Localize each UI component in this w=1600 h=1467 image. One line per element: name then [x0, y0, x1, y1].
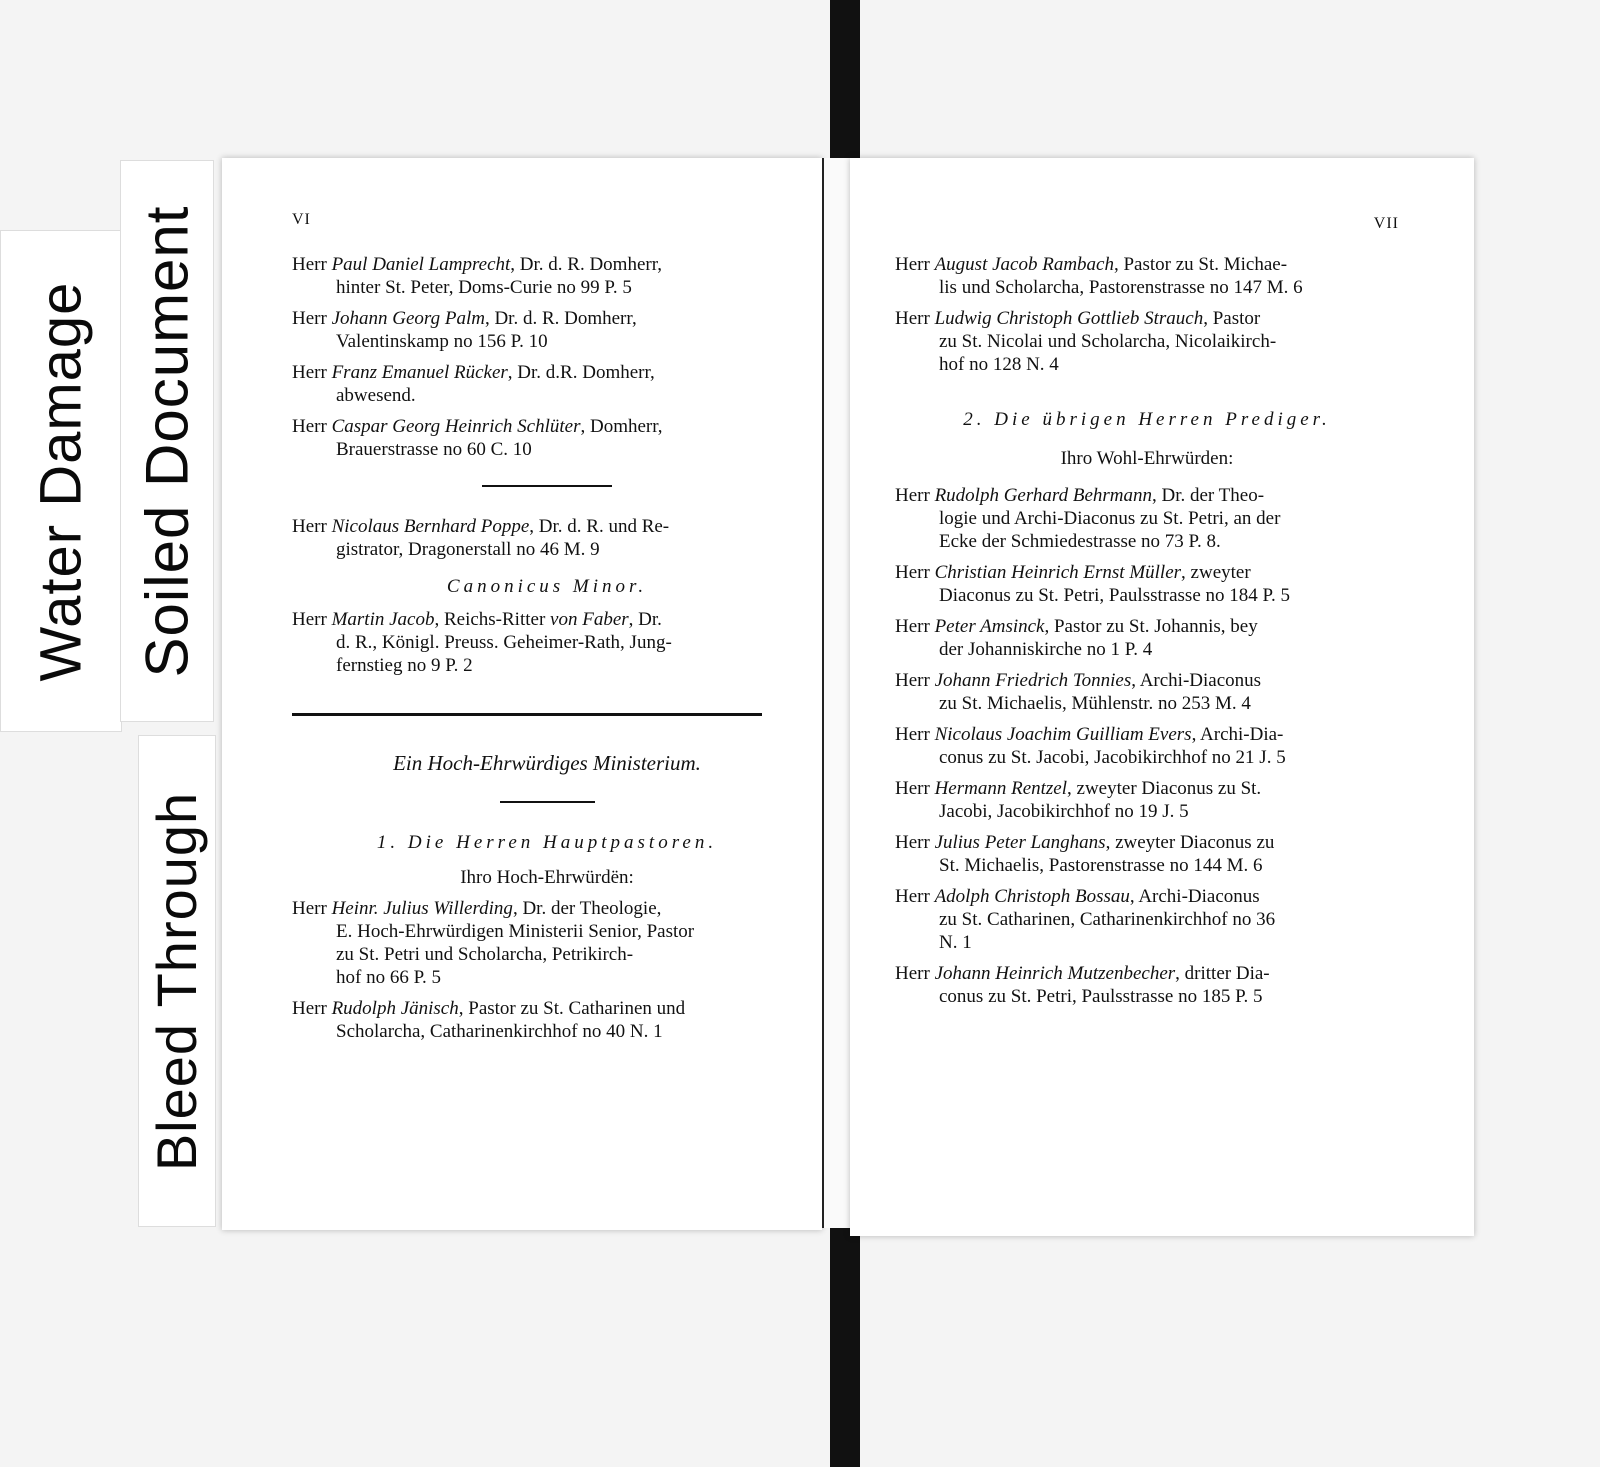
entry-line3: zu St. Petri und Scholarcha, Petrikirch- — [336, 944, 634, 965]
entry-line2: der Johanniskirche no 1 P. 4 — [939, 639, 1153, 660]
entry-herr: Herr — [292, 416, 327, 437]
entry-name: Rudolph Jänisch — [331, 998, 459, 1019]
entry-name: Adolph Christoph Bossau — [934, 886, 1130, 907]
entry-herr: Herr — [895, 724, 930, 745]
entry-herr: Herr — [895, 308, 930, 329]
entry-herr: Herr — [895, 616, 930, 637]
entry-line1: , Pastor zu St. Johannis, bey — [1044, 616, 1258, 637]
entry — [895, 307, 1399, 376]
entry — [895, 962, 1399, 1008]
entry-line1: , dritter Dia- — [1175, 963, 1270, 984]
entry-line2: Diaconus zu St. Petri, Paulsstrasse no 184 P. 5 — [939, 585, 1290, 606]
entry-name: Julius Peter Langhans — [934, 832, 1106, 853]
entry — [292, 307, 802, 353]
entry-herr: Herr — [895, 886, 930, 907]
entry-line1: , Archi-Diaconus — [1131, 670, 1262, 691]
entry-line2: Scholarcha, Catharinenkirchhof no 40 N. 1 — [336, 1021, 663, 1042]
entry-herr: Herr — [292, 898, 327, 919]
entry — [895, 723, 1399, 769]
entry — [895, 831, 1399, 877]
entry-line2: zu St. Michaelis, Mühlenstr. no 253 M. 4 — [939, 693, 1251, 714]
entry-name: Johann Georg Palm — [331, 308, 485, 329]
divider — [500, 801, 595, 803]
left-page-content — [292, 208, 802, 1051]
entry-line3: fernstieg no 9 P. 2 — [336, 655, 473, 676]
entry-line1: , Dr. d.R. Domherr, — [507, 362, 655, 383]
entry-name: Johann Heinrich Mutzenbecher — [934, 963, 1176, 984]
entry-herr: Herr — [292, 254, 327, 275]
entry-line1: , Dr. d. R. Domherr, — [484, 308, 637, 329]
entry-name: Rudolph Gerhard Behrmann — [934, 485, 1152, 506]
entry — [292, 415, 802, 461]
entry — [292, 897, 802, 989]
entry-name: Nicolaus Bernhard Poppe — [331, 516, 530, 537]
entry-line4: hof no 66 P. 5 — [336, 967, 442, 988]
entry — [292, 608, 802, 677]
entry-line1: , Domherr, — [580, 416, 663, 437]
entry-name: Caspar Georg Heinrich Schlüter — [331, 416, 581, 437]
entry — [292, 253, 802, 299]
entry-line3: hof no 128 N. 4 — [939, 354, 1059, 375]
section-2-heading: 2. Die übrigen Herren Prediger. — [963, 409, 1331, 430]
soiled-document-label: Soiled Document — [133, 205, 201, 677]
entry-line1: , zweyter — [1181, 562, 1251, 583]
entry-herr: Herr — [895, 778, 930, 799]
entry-line2: abwesend. — [336, 385, 416, 406]
entry-line2: gistrator, Dragonerstall no 46 M. 9 — [336, 539, 600, 560]
entry-line2: conus zu St. Jacobi, Jacobikirchhof no 21 J. 5 — [939, 747, 1286, 768]
entry — [292, 361, 802, 407]
entry — [895, 615, 1399, 661]
address-line-1: Ihro Hoch-Ehrwürdën: — [460, 867, 634, 888]
entry-line1: , Dr. — [628, 609, 662, 630]
entry-name: Franz Emanuel Rücker — [331, 362, 508, 383]
entry-line1: , Dr. d. R. Domherr, — [510, 254, 663, 275]
page-number-right: VII — [1373, 215, 1399, 232]
entry-name: Heinr. Julius Willerding — [331, 898, 513, 919]
entry-line1: , Dr. d. R. und Re- — [529, 516, 670, 537]
entry-name: Peter Amsinck — [934, 616, 1045, 637]
entry-line2: Valentinskamp no 156 P. 10 — [336, 331, 548, 352]
soiled-document-stamp — [120, 160, 214, 722]
entry-line2: Brauerstrasse no 60 C. 10 — [336, 439, 532, 460]
water-damage-label: Water Damage — [28, 281, 94, 681]
entry-line1: , Pastor zu St. Catharinen und — [458, 998, 686, 1019]
ministerium-heading: Ein Hoch-Ehrwürdiges Ministerium. — [393, 751, 701, 775]
entry-line2: Jacobi, Jacobikirchhof no 19 J. 5 — [939, 801, 1189, 822]
entry-herr: Herr — [895, 485, 930, 506]
entry-line1: , Dr. der Theologie, — [512, 898, 662, 919]
right-page-content — [895, 212, 1399, 1016]
entry — [895, 561, 1399, 607]
entry-herr: Herr — [895, 562, 930, 583]
entry-line3: Ecke der Schmiedestrasse no 73 P. 8. — [939, 531, 1221, 552]
entry-line2: logie und Archi-Diaconus zu St. Petri, an der — [939, 508, 1281, 529]
entry-name: Johann Friedrich Tonnies — [934, 670, 1132, 691]
entry-herr: Herr — [292, 516, 327, 537]
entry-name: Christian Heinrich Ernst Müller — [934, 562, 1182, 583]
canonicus-heading: Canonicus Minor. — [446, 576, 648, 597]
entry-line1: , Pastor zu St. Michae- — [1113, 254, 1288, 275]
entry-line2: St. Michaelis, Pastorenstrasse no 144 M. 6 — [939, 855, 1263, 876]
entry-herr: Herr — [292, 998, 327, 1019]
entry — [895, 885, 1399, 954]
entry-line1: , Pastor — [1203, 308, 1261, 329]
entry-herr: Herr — [895, 832, 930, 853]
divider — [482, 485, 612, 487]
entry-line2: zu St. Catharinen, Catharinenkirchhof no 36 — [939, 909, 1276, 930]
entry-herr: Herr — [292, 609, 327, 630]
entry-line2: hinter St. Peter, Doms-Curie no 99 P. 5 — [336, 277, 632, 298]
water-damage-stamp — [0, 230, 122, 732]
entry-line2: lis und Scholarcha, Pastorenstrasse no 147 M. 6 — [939, 277, 1303, 298]
entry-herr: Herr — [292, 308, 327, 329]
entry — [895, 669, 1399, 715]
entry — [895, 777, 1399, 823]
entry-line1-mid: , Reichs-Ritter — [434, 609, 551, 630]
entry — [895, 484, 1399, 553]
entry-name: Paul Daniel Lamprecht — [331, 254, 511, 275]
entry-line1: , Archi-Diaconus — [1129, 886, 1260, 907]
entry-herr: Herr — [292, 362, 327, 383]
entry-name: August Jacob Rambach — [934, 254, 1114, 275]
entry-line3: N. 1 — [939, 932, 972, 953]
entry — [292, 515, 802, 561]
entry-line1: , zweyter Diaconus zu St. — [1067, 778, 1262, 799]
entry-name: Nicolaus Joachim Guilliam Evers — [934, 724, 1192, 745]
entry-name-2: von Faber — [550, 609, 629, 630]
entry-name: Ludwig Christoph Gottlieb Strauch — [934, 308, 1204, 329]
entry-line2: conus zu St. Petri, Paulsstrasse no 185 P. 5 — [939, 986, 1263, 1007]
entry-line1: , zweyter Diaconus zu — [1105, 832, 1275, 853]
entry-name: Hermann Rentzel — [934, 778, 1068, 799]
entry-name: Martin Jacob — [331, 609, 435, 630]
entry-line1: , Dr. der Theo- — [1152, 485, 1265, 506]
section-1-heading: 1. Die Herren Hauptpastoren. — [376, 832, 718, 853]
entry-line2: E. Hoch-Ehrwürdigen Ministerii Senior, Pastor — [336, 921, 695, 942]
entry — [895, 253, 1399, 299]
entry-herr: Herr — [895, 670, 930, 691]
page-number-left: VI — [292, 211, 311, 228]
entry-line2: zu St. Nicolai und Scholarcha, Nicolaikirch- — [939, 331, 1277, 352]
entry-herr: Herr — [895, 963, 930, 984]
bleed-through-stamp — [138, 735, 216, 1227]
divider-long — [292, 713, 762, 716]
entry-line1: , Archi-Dia- — [1191, 724, 1284, 745]
address-line-2: Ihro Wohl-Ehrwürden: — [1060, 448, 1234, 469]
entry-line2: d. R., Königl. Preuss. Geheimer-Rath, Jung- — [336, 632, 672, 653]
entry — [292, 997, 802, 1043]
entry-herr: Herr — [895, 254, 930, 275]
bleed-through-label: Bleed Through — [145, 791, 209, 1171]
